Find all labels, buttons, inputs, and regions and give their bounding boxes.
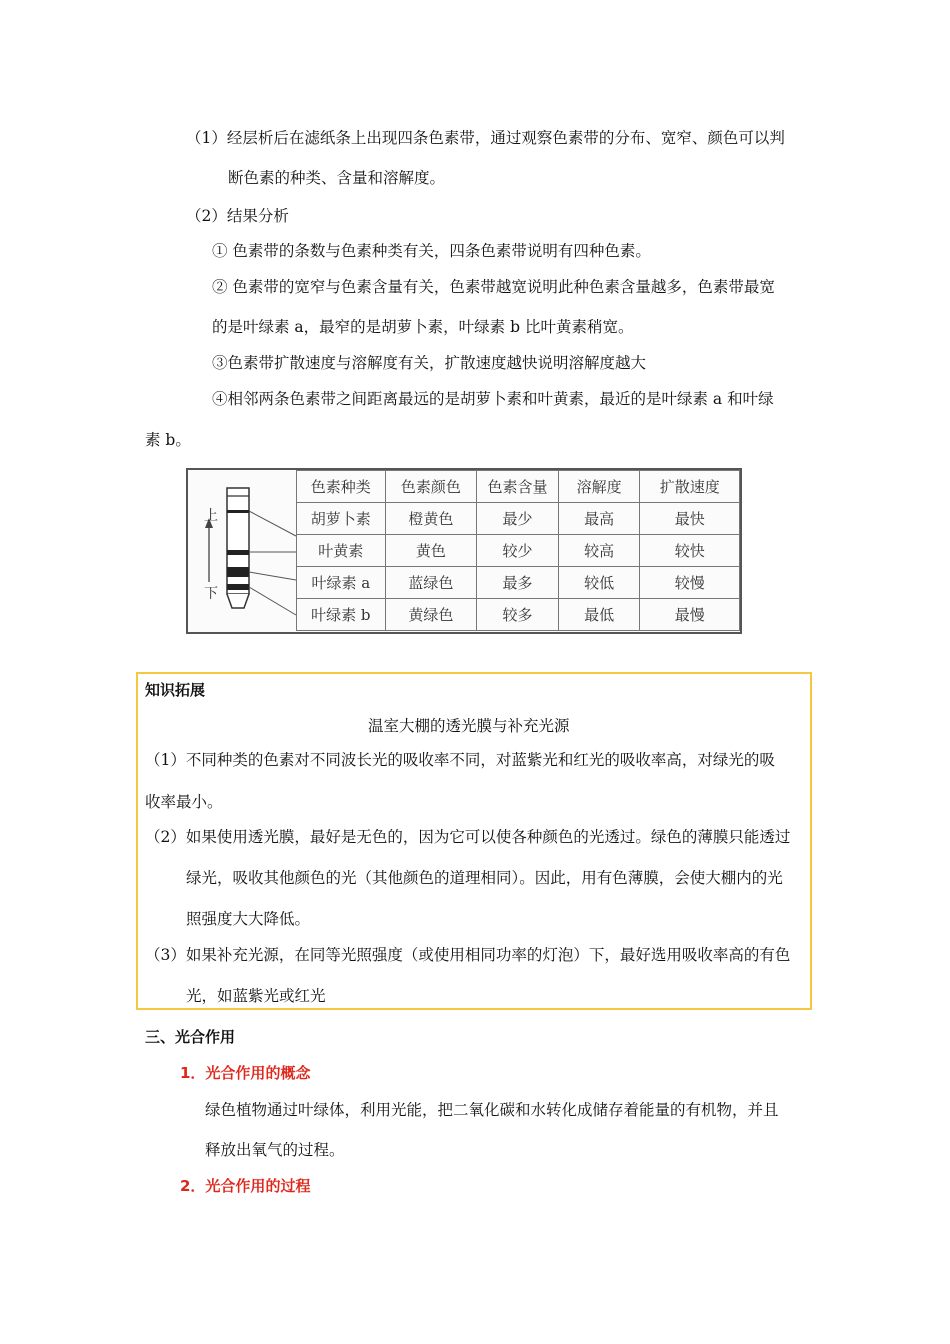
table-cell: 叶黄素 xyxy=(297,535,386,567)
table-cell: 叶绿素 a xyxy=(297,567,386,599)
paragraph-1-line-2: 断色素的种类、含量和溶解度。 xyxy=(228,169,446,187)
knowledge-point-1-line-1: （1）不同种类的色素对不同波长光的吸收率不同，对蓝紫光和红光的吸收率高，对绿光的吸 xyxy=(145,751,775,769)
result-analysis-heading: （2）结果分析 xyxy=(186,207,289,225)
subsection-1-heading: 1．光合作用的概念 xyxy=(180,1064,311,1082)
table-cell: 较低 xyxy=(558,567,640,599)
table-cell: 较慢 xyxy=(640,567,740,599)
knowledge-heading: 知识拓展 xyxy=(145,681,206,699)
result-item-2-line-2: 的是叶绿素 a，最窄的是胡萝卜素，叶绿素 b 比叶黄素稍宽。 xyxy=(212,318,634,336)
result-item-3: ③色素带扩散速度与溶解度有关，扩散速度越快说明溶解度越大 xyxy=(212,354,647,372)
result-item-4-line-2: 素 b。 xyxy=(145,431,191,449)
section-3-heading: 三、光合作用 xyxy=(145,1028,236,1046)
table-cell: 较高 xyxy=(558,535,640,567)
header-pigment-type: 色素种类 xyxy=(297,471,386,503)
header-pigment-content: 色素含量 xyxy=(477,471,559,503)
knowledge-point-3-line-1: （3）如果补充光源，在同等光照强度（或使用相同功率的灯泡）下，最好选用吸收率高的有色 xyxy=(145,946,791,964)
table-cell: 最低 xyxy=(558,599,640,631)
table-cell: 蓝绿色 xyxy=(385,567,477,599)
photosynthesis-definition-line-2: 释放出氧气的过程。 xyxy=(205,1141,345,1159)
table-cell: 最少 xyxy=(477,503,559,535)
header-pigment-color: 色素颜色 xyxy=(385,471,477,503)
table-cell: 胡萝卜素 xyxy=(297,503,386,535)
table-cell: 较快 xyxy=(640,535,740,567)
table-cell: 最多 xyxy=(477,567,559,599)
knowledge-point-2-line-3: 照强度大大降低。 xyxy=(186,910,311,928)
knowledge-point-1-line-2: 收率最小。 xyxy=(145,793,223,811)
pigment-table-header xyxy=(297,471,740,503)
table-cell: 最慢 xyxy=(640,599,740,631)
paragraph-1-line-1: （1）经层析后在滤纸条上出现四条色素带，通过观察色素带的分布、宽窄、颜色可以判 xyxy=(186,129,785,147)
table-cell: 较多 xyxy=(477,599,559,631)
filter-paper-strip-diagram xyxy=(188,470,308,632)
result-item-2-line-1: ② 色素带的宽窄与色素含量有关，色素带越宽说明此种色素含量越多，色素带最宽 xyxy=(212,278,775,296)
header-solubility: 溶解度 xyxy=(558,471,640,503)
label-up: 上 xyxy=(204,508,218,524)
table-row xyxy=(297,535,740,567)
pigment-table xyxy=(296,470,740,631)
table-row xyxy=(297,567,740,599)
table-cell: 黄绿色 xyxy=(385,599,477,631)
subsection-2-heading: 2．光合作用的过程 xyxy=(180,1177,311,1195)
result-item-4-line-1: ④相邻两条色素带之间距离最远的是胡萝卜素和叶黄素，最近的是叶绿素 a 和叶绿 xyxy=(212,390,774,408)
pigment-figure xyxy=(186,468,742,634)
knowledge-point-3-line-2: 光，如蓝紫光或红光 xyxy=(186,987,326,1005)
table-cell: 叶绿素 b xyxy=(297,599,386,631)
table-row xyxy=(297,599,740,631)
table-cell: 橙黄色 xyxy=(385,503,477,535)
knowledge-title: 温室大棚的透光膜与补充光源 xyxy=(368,717,570,735)
knowledge-point-2-line-2: 绿光，吸收其他颜色的光（其他颜色的道理相同）。因此，用有色薄膜，会使大棚内的光 xyxy=(186,869,783,887)
table-cell: 最高 xyxy=(558,503,640,535)
knowledge-point-2-line-1: （2）如果使用透光膜，最好是无色的，因为它可以使各种颜色的光透过。绿色的薄膜只能透过 xyxy=(145,828,791,846)
table-row xyxy=(297,503,740,535)
table-cell: 最快 xyxy=(640,503,740,535)
header-diffusion-speed: 扩散速度 xyxy=(640,471,740,503)
table-cell: 较少 xyxy=(477,535,559,567)
table-cell: 黄色 xyxy=(385,535,477,567)
label-down: 下 xyxy=(204,586,218,602)
result-item-1: ① 色素带的条数与色素种类有关，四条色素带说明有四种色素。 xyxy=(212,242,651,260)
photosynthesis-definition-line-1: 绿色植物通过叶绿体，利用光能，把二氧化碳和水转化成储存着能量的有机物，并且 xyxy=(205,1101,779,1119)
